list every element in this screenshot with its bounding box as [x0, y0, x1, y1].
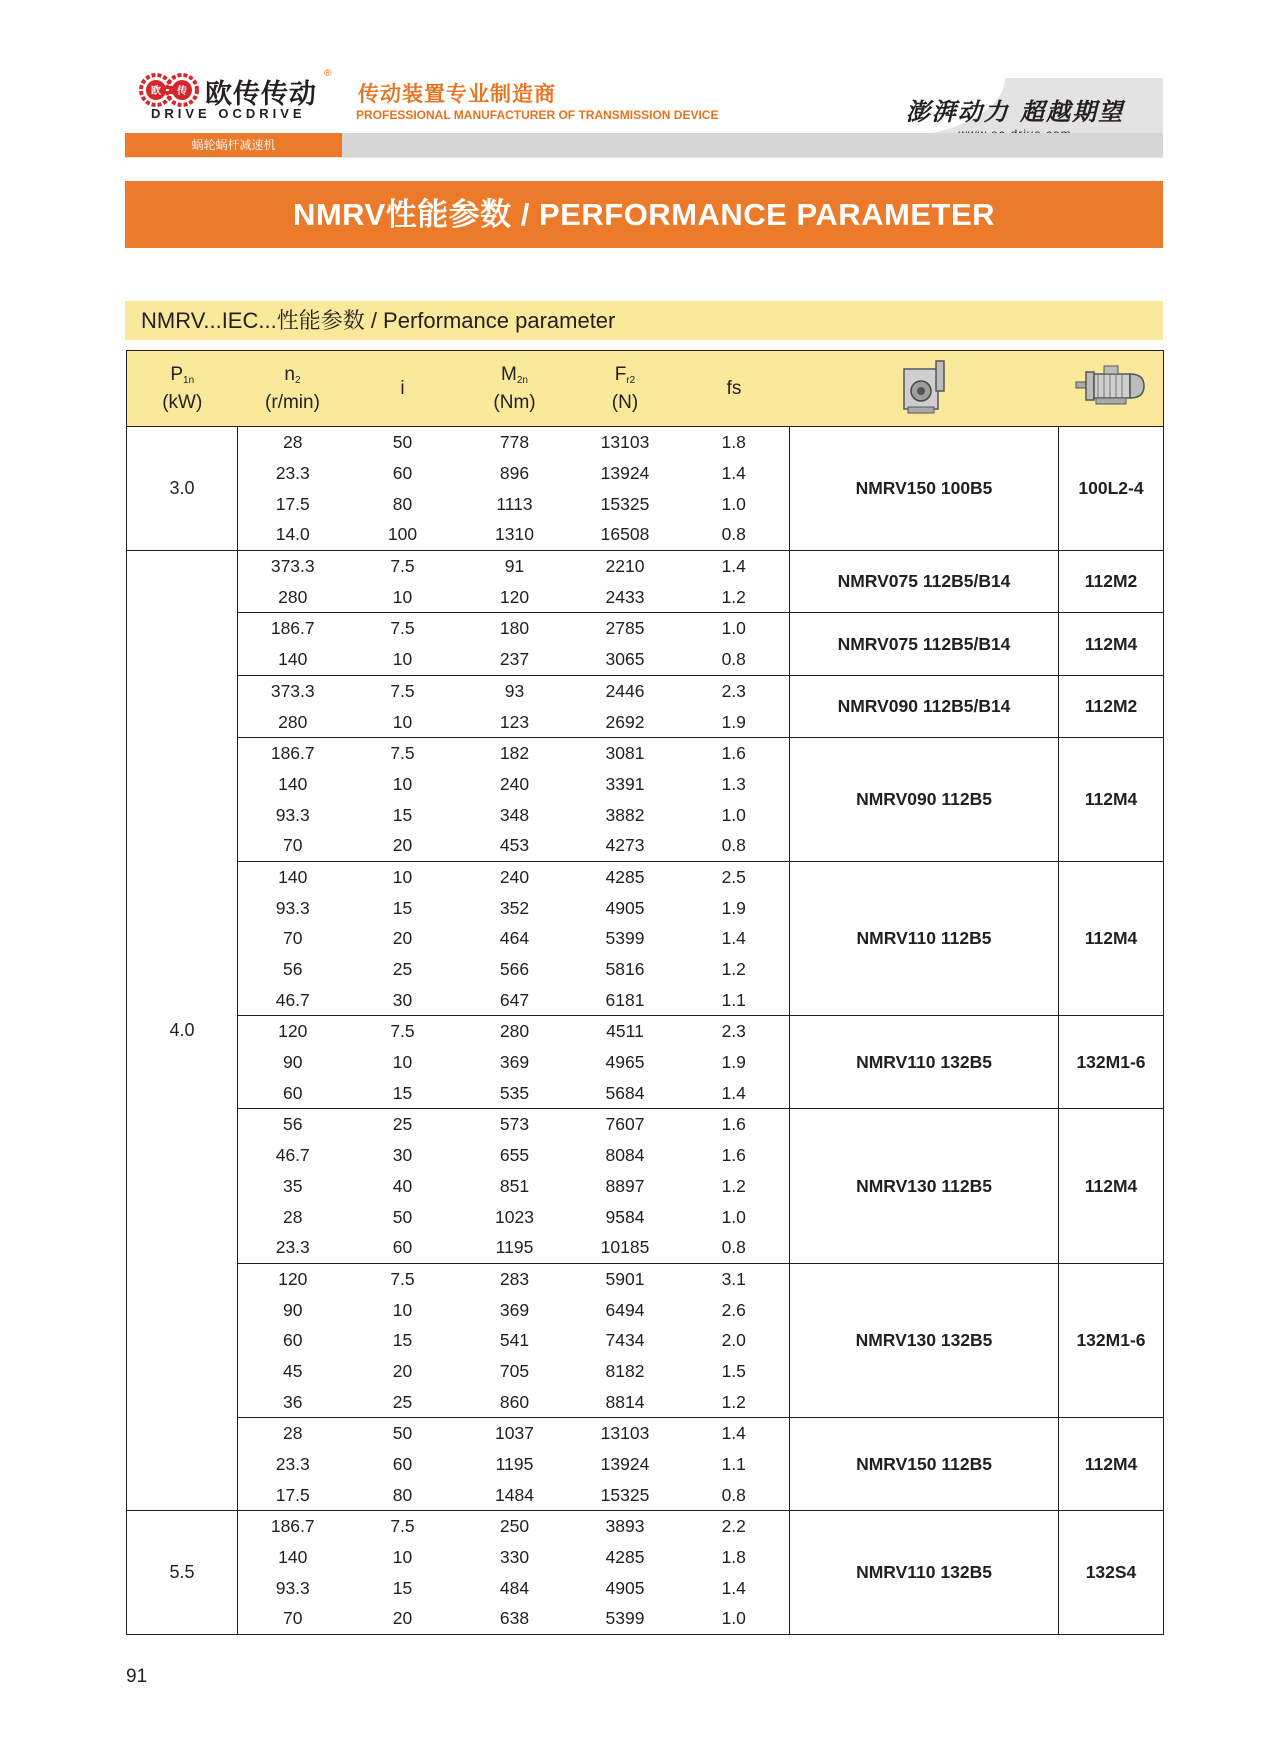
- torque-cell: 91: [458, 550, 572, 581]
- header-n2-symbol: n: [284, 363, 295, 385]
- header-p1n-subscript: 1n: [183, 374, 195, 386]
- ratio-cell: 50: [392, 1206, 413, 1227]
- header-m2n-symbol: M: [501, 363, 517, 385]
- page-title: NMRV性能参数 / PERFORMANCE PARAMETER: [125, 181, 1163, 248]
- n2-cell: 60: [283, 1330, 303, 1351]
- service-factor-cell: 2.3: [679, 1016, 790, 1047]
- reducer-model-cell: NMRV150 100B5: [790, 427, 1059, 551]
- ratio-cell: 10: [392, 773, 413, 794]
- n2-cell: 70: [283, 835, 303, 856]
- torque-cell: 93: [458, 675, 572, 706]
- n2-cell: 60: [283, 1082, 303, 1103]
- service-factor-cell: 1.6: [721, 1145, 746, 1166]
- ratio-cell: 15: [392, 1330, 413, 1351]
- n2-cell: 280: [278, 711, 308, 732]
- ratio-cell: 7.5: [348, 550, 458, 581]
- service-factor-cell: 0.8: [721, 524, 746, 545]
- n2-cell: 280: [278, 586, 308, 607]
- n2-cell: 70: [238, 1603, 348, 1634]
- service-factor-cell: 1.0: [721, 1206, 746, 1227]
- torque-cell: 464: [499, 928, 530, 949]
- radial-load-cell: 4905: [605, 897, 645, 918]
- radial-load-cell: 5816: [605, 959, 645, 980]
- performance-table: [126, 350, 1164, 1635]
- torque-cell: 352: [499, 897, 530, 918]
- radial-load-cell: 7434: [605, 1330, 645, 1351]
- torque-cell: 541: [499, 1330, 530, 1351]
- service-factor-cell: 1.1: [721, 989, 746, 1010]
- n2-cell: 186.7: [238, 737, 348, 768]
- motor-model-cell: 112M4: [1059, 737, 1164, 861]
- service-factor-cell: 0.8: [721, 835, 746, 856]
- reducer-model-cell: NMRV075 112B5/B14: [790, 550, 1059, 612]
- radial-load-cell: 2785: [572, 613, 679, 644]
- radial-load-cell: 13103: [572, 427, 679, 458]
- ratio-cell: 20: [348, 1603, 458, 1634]
- service-factor-cell: 2.6: [721, 1299, 746, 1320]
- service-factor-cell: 1.4: [721, 1577, 746, 1598]
- ratio-cell: 30: [392, 989, 413, 1010]
- torque-cell: 860: [499, 1391, 530, 1412]
- logo-chinese-name: 欧传传动: [205, 79, 317, 109]
- service-factor-cell: 1.2: [721, 1391, 746, 1412]
- service-factor-cell: 1.8: [679, 427, 790, 458]
- torque-cell: 1113: [496, 493, 533, 514]
- torque-cell: 453: [499, 835, 530, 856]
- service-factor-cell: 0.8: [721, 1484, 746, 1505]
- table-body: [127, 427, 1164, 1635]
- power-cell: 4.0: [127, 550, 238, 1510]
- radial-load-cell: 8897: [605, 1175, 645, 1196]
- n2-cell: 28: [238, 1418, 348, 1449]
- ratio-cell: 50: [348, 1418, 458, 1449]
- torque-cell: 647: [499, 989, 530, 1010]
- ratio-cell: 30: [392, 1145, 413, 1166]
- header-i: i: [348, 351, 458, 427]
- service-factor-cell: 0.8: [721, 1237, 746, 1258]
- ratio-cell: 10: [392, 711, 413, 732]
- torque-cell: 369: [499, 1052, 530, 1073]
- torque-cell: 1023: [495, 1206, 534, 1227]
- radial-load-cell: 5901: [572, 1263, 679, 1294]
- radial-load-cell: 5399: [572, 1603, 679, 1634]
- ratio-cell: 15: [392, 897, 413, 918]
- radial-load-cell: 6494: [605, 1299, 645, 1320]
- motor-model-cell: 100L2-4: [1059, 427, 1164, 551]
- ratio-cell: 15: [392, 1082, 413, 1103]
- n2-cell: 373.3: [238, 550, 348, 581]
- radial-load-cell: 4965: [605, 1052, 645, 1073]
- service-factor-cell: 0.8: [721, 649, 746, 670]
- ratio-cell: 10: [392, 586, 413, 607]
- ratio-cell: 10: [392, 1299, 413, 1320]
- radial-load-cell: 4511: [572, 1016, 679, 1047]
- header-p1n-unit: (kW): [162, 391, 203, 413]
- service-factor-cell: 2.2: [679, 1511, 790, 1542]
- table-row: [127, 613, 1164, 644]
- header-motor: [1059, 351, 1164, 427]
- n2-cell: 35: [283, 1175, 303, 1196]
- header-fs: fs: [679, 351, 790, 427]
- ratio-cell: 80: [392, 493, 413, 514]
- radial-load-cell: 8084: [605, 1145, 645, 1166]
- ratio-cell: 15: [392, 1577, 413, 1598]
- service-factor-cell: 1.4: [721, 1082, 746, 1103]
- header-p1n: [127, 351, 238, 427]
- service-factor-cell: 1.6: [679, 737, 790, 768]
- ratio-cell: 7.5: [348, 1511, 458, 1542]
- logo-english-name: DRIVE OCDRIVE: [151, 106, 306, 121]
- radial-load-cell: 3391: [605, 773, 645, 794]
- worm-gearbox-icon: [898, 357, 950, 415]
- ratio-cell: 20: [392, 1360, 413, 1381]
- reducer-model-cell: NMRV110 132B5: [790, 1016, 1059, 1109]
- service-factor-cell: 1.3: [721, 773, 746, 794]
- torque-cell: 1484: [495, 1484, 534, 1505]
- ratio-cell: 7.5: [348, 1016, 458, 1047]
- n2-cell: 14.0: [275, 524, 310, 545]
- n2-cell: 90: [283, 1299, 303, 1320]
- ratio-cell: 60: [392, 463, 413, 484]
- torque-cell: 182: [458, 737, 572, 768]
- torque-cell: 705: [499, 1360, 530, 1381]
- n2-cell: 28: [238, 427, 348, 458]
- header-fr2-symbol: F: [614, 363, 627, 385]
- reducer-model-cell: NMRV090 112B5/B14: [790, 675, 1059, 737]
- page-number: 91: [126, 1666, 148, 1687]
- service-factor-cell: 1.2: [721, 1175, 746, 1196]
- service-factor-cell: 1.0: [679, 613, 790, 644]
- service-factor-cell: 1.6: [679, 1109, 790, 1140]
- ratio-cell: 7.5: [348, 737, 458, 768]
- ratio-cell: 100: [387, 524, 418, 545]
- motor-model-cell: 112M4: [1059, 1109, 1164, 1263]
- service-factor-cell: 1.2: [721, 586, 746, 607]
- torque-cell: 655: [499, 1145, 530, 1166]
- table-row: [127, 861, 1164, 892]
- torque-cell: 283: [458, 1263, 572, 1294]
- ratio-cell: 7.5: [348, 675, 458, 706]
- n2-cell: 23.3: [275, 1237, 310, 1258]
- table-row: [127, 1418, 1164, 1449]
- ratio-cell: 10: [392, 1052, 413, 1073]
- radial-load-cell: 7607: [572, 1109, 679, 1140]
- motor-model-cell: 112M2: [1059, 675, 1164, 737]
- power-cell: 5.5: [127, 1511, 238, 1635]
- table-row: [127, 1263, 1164, 1294]
- torque-cell: 348: [499, 804, 530, 825]
- section-subtitle: NMRV...IEC...性能参数 / Performance parameter: [125, 301, 1163, 340]
- radial-load-cell: 3065: [605, 649, 645, 670]
- n2-cell: 373.3: [238, 675, 348, 706]
- service-factor-cell: 1.0: [721, 804, 746, 825]
- n2-cell: 140: [278, 1547, 308, 1568]
- header-fr2-unit: (N): [611, 391, 639, 413]
- torque-cell: 120: [499, 586, 530, 607]
- n2-cell: 186.7: [238, 1511, 348, 1542]
- n2-cell: 17.5: [275, 493, 310, 514]
- torque-cell: 237: [499, 649, 530, 670]
- motor-model-cell: 112M4: [1059, 613, 1164, 675]
- n2-cell: 23.3: [275, 1454, 310, 1475]
- n2-cell: 93.3: [275, 1577, 310, 1598]
- service-factor-cell: 3.1: [679, 1263, 790, 1294]
- ratio-cell: 10: [348, 861, 458, 892]
- power-cell: 3.0: [127, 427, 238, 551]
- torque-cell: 1037: [458, 1418, 572, 1449]
- logo-mark-left: 欧: [151, 86, 161, 97]
- ratio-cell: 10: [392, 1547, 413, 1568]
- ratio-cell: 60: [392, 1454, 413, 1475]
- motor-model-cell: 112M4: [1059, 861, 1164, 1015]
- service-factor-cell: 1.9: [721, 711, 746, 732]
- electric-motor-icon: [1074, 362, 1148, 410]
- n2-cell: 70: [283, 928, 303, 949]
- torque-cell: 123: [499, 711, 530, 732]
- n2-cell: 23.3: [275, 463, 310, 484]
- torque-cell: 535: [499, 1082, 530, 1103]
- radial-load-cell: 4285: [572, 861, 679, 892]
- ratio-cell: 60: [392, 1237, 413, 1258]
- ratio-cell: 25: [392, 1391, 413, 1412]
- radial-load-cell: 4273: [605, 835, 645, 856]
- radial-load-cell: 8814: [605, 1391, 645, 1412]
- table-row: [127, 550, 1164, 581]
- registered-mark: ®: [324, 68, 332, 79]
- motor-model-cell: 132M1-6: [1059, 1263, 1164, 1417]
- torque-cell: 240: [499, 773, 530, 794]
- radial-load-cell: 3893: [572, 1511, 679, 1542]
- n2-cell: 90: [283, 1052, 303, 1073]
- radial-load-cell: 15325: [600, 493, 650, 514]
- n2-cell: 36: [283, 1391, 303, 1412]
- logo-mark-right: 传: [177, 86, 187, 97]
- category-strip: [342, 133, 1163, 157]
- service-factor-cell: 2.5: [679, 861, 790, 892]
- ratio-cell: 80: [392, 1484, 413, 1505]
- service-factor-cell: 1.9: [721, 897, 746, 918]
- category-tab: 蜗轮蜗杆减速机: [125, 133, 342, 157]
- radial-load-cell: 9584: [605, 1206, 645, 1227]
- reducer-model-cell: NMRV090 112B5: [790, 737, 1059, 861]
- radial-load-cell: 4285: [605, 1547, 645, 1568]
- ratio-cell: 40: [392, 1175, 413, 1196]
- torque-cell: 566: [499, 959, 530, 980]
- radial-load-cell: 15325: [600, 1484, 650, 1505]
- radial-load-cell: 6181: [605, 989, 645, 1010]
- service-factor-cell: 1.9: [721, 1052, 746, 1073]
- torque-cell: 851: [499, 1175, 530, 1196]
- header-n2-unit: (r/min): [265, 391, 320, 413]
- n2-cell: 93.3: [275, 804, 310, 825]
- header-m2n-subscript: 2n: [516, 374, 528, 386]
- header-m2n-unit: (Nm): [493, 391, 536, 413]
- radial-load-cell: 10185: [600, 1237, 650, 1258]
- radial-load-cell: 4905: [605, 1577, 645, 1598]
- header-reducer: [790, 351, 1059, 427]
- motor-model-cell: 112M2: [1059, 550, 1164, 612]
- radial-load-cell: 3882: [605, 804, 645, 825]
- service-factor-cell: 1.4: [721, 463, 746, 484]
- torque-cell: 330: [499, 1547, 530, 1568]
- n2-cell: 120: [238, 1263, 348, 1294]
- radial-load-cell: 2433: [605, 586, 645, 607]
- header-fr2: [572, 351, 679, 427]
- torque-cell: 573: [458, 1109, 572, 1140]
- radial-load-cell: 13924: [600, 1454, 650, 1475]
- torque-cell: 240: [458, 861, 572, 892]
- service-factor-cell: 2.3: [679, 675, 790, 706]
- reducer-model-cell: NMRV130 132B5: [790, 1263, 1059, 1417]
- header-p1n-symbol: P: [170, 363, 184, 385]
- n2-cell: 46.7: [275, 989, 310, 1010]
- ratio-cell: 7.5: [348, 613, 458, 644]
- radial-load-cell: 5399: [605, 928, 645, 949]
- reducer-model-cell: NMRV150 112B5: [790, 1418, 1059, 1511]
- n2-cell: 140: [238, 861, 348, 892]
- reducer-model-cell: NMRV075 112B5/B14: [790, 613, 1059, 675]
- service-factor-cell: 1.0: [679, 1603, 790, 1634]
- service-factor-cell: 1.4: [679, 550, 790, 581]
- n2-cell: 17.5: [275, 1484, 310, 1505]
- torque-cell: 280: [458, 1016, 572, 1047]
- torque-cell: 180: [458, 613, 572, 644]
- service-factor-cell: 1.0: [721, 493, 746, 514]
- header-n2: [238, 351, 348, 427]
- service-factor-cell: 1.4: [721, 928, 746, 949]
- torque-cell: 778: [458, 427, 572, 458]
- torque-cell: 1310: [495, 524, 534, 545]
- table-row: [127, 1511, 1164, 1542]
- table-row: [127, 427, 1164, 458]
- tagline-english: PROFESSIONAL MANUFACTURER OF TRANSMISSION DEVICE: [356, 108, 719, 122]
- table-row: [127, 675, 1164, 706]
- ratio-cell: 15: [392, 804, 413, 825]
- n2-cell: 140: [278, 773, 308, 794]
- service-factor-cell: 2.0: [721, 1330, 746, 1351]
- n2-cell: 56: [283, 959, 303, 980]
- ratio-cell: 7.5: [348, 1263, 458, 1294]
- radial-load-cell: 13103: [572, 1418, 679, 1449]
- ratio-cell: 20: [392, 835, 413, 856]
- table-row: [127, 1016, 1164, 1047]
- service-factor-cell: 1.1: [721, 1454, 746, 1475]
- ratio-cell: 10: [392, 649, 413, 670]
- ratio-cell: 25: [348, 1109, 458, 1140]
- table-header-row: [127, 351, 1164, 427]
- header-fr2-subscript: r2: [626, 374, 636, 386]
- header-m2n: [458, 351, 572, 427]
- ratio-cell: 25: [392, 959, 413, 980]
- radial-load-cell: 16508: [600, 524, 650, 545]
- torque-cell: 369: [499, 1299, 530, 1320]
- torque-cell: 638: [458, 1603, 572, 1634]
- n2-cell: 45: [283, 1360, 303, 1381]
- torque-cell: 1195: [495, 1454, 534, 1475]
- motor-model-cell: 132M1-6: [1059, 1016, 1164, 1109]
- service-factor-cell: 1.2: [721, 959, 746, 980]
- radial-load-cell: 3081: [572, 737, 679, 768]
- slogan: 澎湃动力 超越期望: [905, 97, 1125, 126]
- n2-cell: 28: [283, 1206, 303, 1227]
- n2-cell: 46.7: [275, 1145, 310, 1166]
- torque-cell: 250: [458, 1511, 572, 1542]
- reducer-model-cell: NMRV110 112B5: [790, 861, 1059, 1015]
- n2-cell: 186.7: [238, 613, 348, 644]
- table-row: [127, 737, 1164, 768]
- n2-cell: 93.3: [275, 897, 310, 918]
- reducer-model-cell: NMRV110 132B5: [790, 1511, 1059, 1635]
- n2-cell: 120: [238, 1016, 348, 1047]
- motor-model-cell: 132S4: [1059, 1511, 1164, 1635]
- radial-load-cell: 13924: [600, 463, 650, 484]
- radial-load-cell: 8182: [605, 1360, 645, 1381]
- radial-load-cell: 5684: [605, 1082, 645, 1103]
- ratio-cell: 50: [348, 427, 458, 458]
- reducer-model-cell: NMRV130 112B5: [790, 1109, 1059, 1263]
- table-row: [127, 1109, 1164, 1140]
- motor-model-cell: 112M4: [1059, 1418, 1164, 1511]
- service-factor-cell: 1.5: [721, 1360, 746, 1381]
- radial-load-cell: 2446: [572, 675, 679, 706]
- tagline-chinese: 传动装置专业制造商: [358, 83, 556, 106]
- service-factor-cell: 1.4: [679, 1418, 790, 1449]
- torque-cell: 1195: [495, 1237, 534, 1258]
- radial-load-cell: 2692: [605, 711, 645, 732]
- service-factor-cell: 1.8: [721, 1547, 746, 1568]
- n2-cell: 140: [278, 649, 308, 670]
- n2-cell: 56: [238, 1109, 348, 1140]
- company-logo: [139, 68, 332, 125]
- torque-cell: 484: [499, 1577, 530, 1598]
- ratio-cell: 20: [392, 928, 413, 949]
- header-n2-subscript: 2: [295, 374, 301, 386]
- torque-cell: 896: [499, 463, 530, 484]
- radial-load-cell: 2210: [572, 550, 679, 581]
